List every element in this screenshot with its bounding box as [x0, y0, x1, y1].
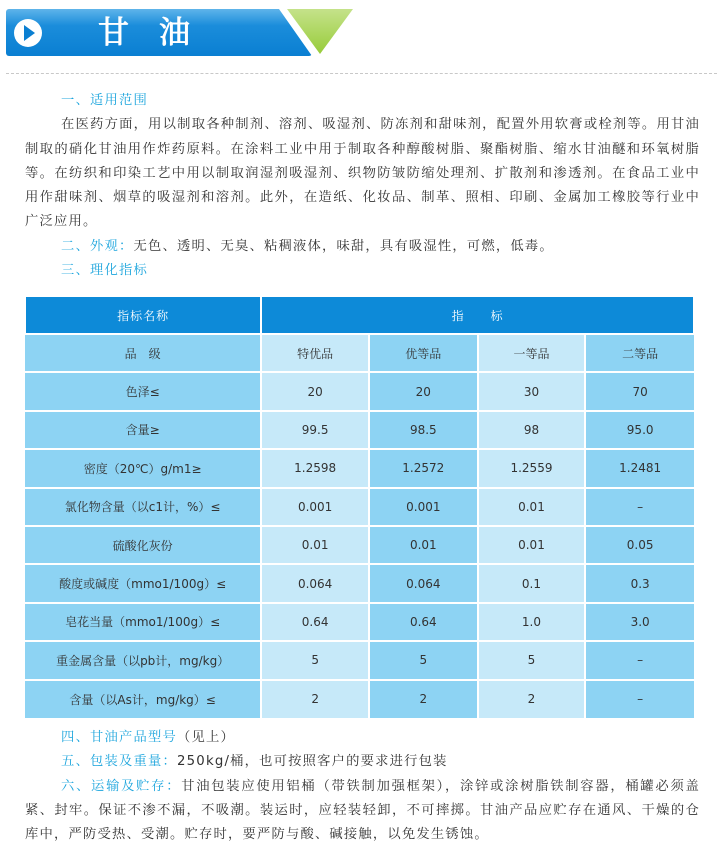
section-heading-model: 四、甘油产品型号 — [61, 730, 177, 745]
row-value: 0.01 — [369, 526, 478, 564]
row-value: 5 — [261, 641, 369, 679]
row-value: 1.2559 — [478, 449, 586, 487]
grade-cell: 优等品 — [369, 334, 478, 372]
table-row — [25, 449, 694, 487]
spec-table — [24, 295, 695, 718]
row-value: 2 — [478, 680, 586, 718]
row-value: – — [585, 488, 694, 526]
grade-cell: 一等品 — [478, 334, 586, 372]
section-usage-text: 在医药方面，用以制取各种制剂、溶剂、吸湿剂、防冻剂和甜味剂，配置外用软膏或栓剂等。用甘油制取的硝化甘油用作炸药原料。在涂料工业中用于制取各种醇酸树脂、聚酯树脂、缩水甘油醚和环氧树脂等。在纺织和印染工艺中用以制取润湿剂吸湿剂、织物防皱防缩处理剂、扩散剂和渗透剂。在食品工业中用作甜味剂、烟草的吸湿剂和溶剂。此外，在造纸、化妆品、制革、照相、印刷、金属加工橡胶等行业中广泛应用。 — [25, 117, 700, 230]
row-name: 氯化物含量（以c1计，%）≤ — [25, 488, 261, 526]
bottom-content — [25, 726, 700, 847]
row-value: 5 — [478, 641, 586, 679]
row-value: – — [585, 641, 694, 679]
table-row — [25, 564, 694, 602]
row-value: – — [585, 680, 694, 718]
row-value: 1.2598 — [261, 449, 369, 487]
grade-label: 品 级 — [25, 334, 261, 372]
table-row — [25, 641, 694, 679]
row-value: 30 — [478, 372, 586, 410]
row-value: 1.2481 — [585, 449, 694, 487]
table-row — [25, 411, 694, 449]
row-value: 5 — [369, 641, 478, 679]
row-value: 70 — [585, 372, 694, 410]
section-model — [25, 726, 700, 750]
table-row — [25, 526, 694, 564]
row-name: 色泽≤ — [25, 372, 261, 410]
section-heading-packaging: 五、包装及重量： — [61, 754, 177, 770]
row-value: 98.5 — [369, 411, 478, 449]
section-heading-appearance: 二、外观： — [61, 238, 134, 254]
row-name: 酸度或碱度（mmo1/100g）≤ — [25, 564, 261, 602]
header-index-name: 指标名称 — [25, 296, 261, 334]
row-name: 密度（20℃）g/m1≥ — [25, 449, 261, 487]
table-row-grades — [25, 334, 694, 372]
row-name: 含量≥ — [25, 411, 261, 449]
header-index-value: 指 标 — [261, 296, 694, 334]
dashed-divider — [6, 73, 717, 74]
row-value: 0.01 — [478, 488, 586, 526]
section-appearance — [25, 235, 700, 259]
row-value: 0.1 — [478, 564, 586, 602]
row-value: 0.01 — [261, 526, 369, 564]
row-value: 0.64 — [261, 603, 369, 641]
row-name: 重金属含量（以pb计，mg/kg） — [25, 641, 261, 679]
row-value: 0.01 — [478, 526, 586, 564]
row-value: 95.0 — [585, 411, 694, 449]
grade-cell: 特优品 — [261, 334, 369, 372]
row-value: 2 — [369, 680, 478, 718]
section-packaging — [25, 750, 700, 774]
row-name: 含量（以As计，mg/kg）≤ — [25, 680, 261, 718]
title-banner — [6, 9, 356, 57]
play-circle-icon — [14, 19, 42, 47]
row-value: 3.0 — [585, 603, 694, 641]
row-value: 0.001 — [369, 488, 478, 526]
table-row — [25, 680, 694, 718]
section-storage-text: 甘油包装应使用铝桶（带铁制加强框架），涂锌或涂树脂铁制容器，桶罐必须盖紧、封牢。保证不渗不漏，不吸潮。装运时，应轻装轻卸，不可摔掷。甘油产品应贮存在通风、干燥的仓库中，严防受热、受潮。贮存时，要严防与酸、碱接触，以免发生锈蚀。 — [25, 778, 700, 843]
section-heading-storage: 六、运输及贮存： — [61, 778, 182, 794]
section-model-text: （见上） — [176, 730, 235, 745]
table-row — [25, 488, 694, 526]
row-value: 0.001 — [261, 488, 369, 526]
section-heading-specs: 三、理化指标 — [61, 263, 148, 279]
row-value: 2 — [261, 680, 369, 718]
row-value: 98 — [478, 411, 586, 449]
row-value: 0.3 — [585, 564, 694, 602]
row-value: 99.5 — [261, 411, 369, 449]
row-value: 0.064 — [369, 564, 478, 602]
row-value: 1.2572 — [369, 449, 478, 487]
section-appearance-text: 无色、透明、无臭、粘稠液体，味甜，具有吸湿性，可燃，低毒。 — [133, 238, 554, 254]
row-value: 1.0 — [478, 603, 586, 641]
page-title: 甘油 — [98, 15, 220, 51]
section-packaging-text: 250kg/桶，也可按照客户的要求进行包装 — [176, 754, 448, 770]
row-value: 20 — [261, 372, 369, 410]
row-name: 硫酸化灰份 — [25, 526, 261, 564]
row-value: 0.64 — [369, 603, 478, 641]
intro-content — [25, 89, 700, 283]
table-row — [25, 372, 694, 410]
section-storage — [25, 775, 700, 848]
row-name: 皂花当量（mmo1/100g）≤ — [25, 603, 261, 641]
grade-cell: 二等品 — [585, 334, 694, 372]
table-row — [25, 603, 694, 641]
row-value: 20 — [369, 372, 478, 410]
row-value: 0.064 — [261, 564, 369, 602]
table-header-row — [25, 296, 694, 334]
row-value: 0.05 — [585, 526, 694, 564]
section-heading-usage: 一、适用范围 — [61, 93, 148, 108]
